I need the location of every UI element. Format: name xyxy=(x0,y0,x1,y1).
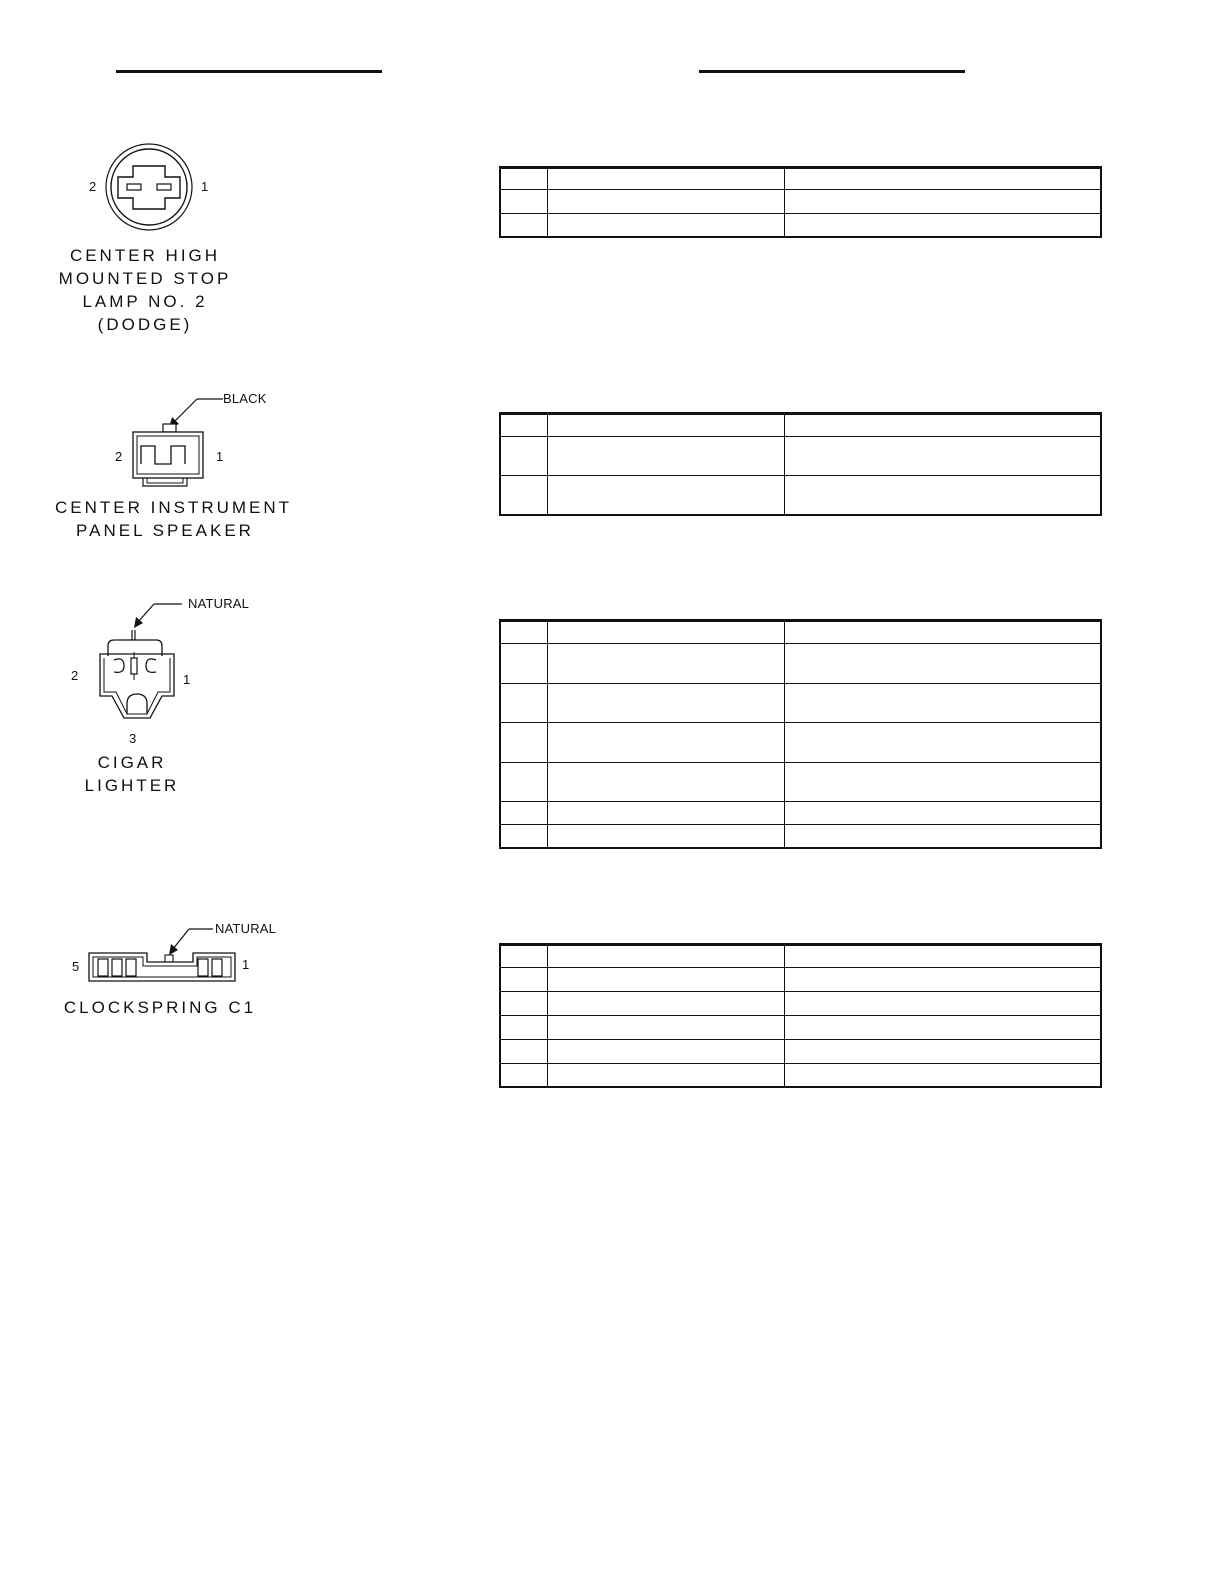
function-cell xyxy=(785,684,1102,723)
table-row xyxy=(500,1064,1101,1087)
clockspring-c1-pin-1-label: 1 xyxy=(242,957,250,972)
table-row xyxy=(500,1040,1101,1064)
function-cell xyxy=(785,802,1102,825)
table-row xyxy=(500,214,1101,237)
table-row xyxy=(500,723,1101,763)
cavity-cell xyxy=(500,414,548,437)
circuit-cell xyxy=(548,476,785,515)
cavity-cell xyxy=(500,168,548,190)
function-cell xyxy=(785,992,1102,1016)
cavity-cell xyxy=(500,1040,548,1064)
circuit-cell xyxy=(548,168,785,190)
cigar-lighter-pinout-table xyxy=(499,619,1102,849)
chmsl-connector-name: CENTER HIGH MOUNTED STOP LAMP NO. 2 (DODGE) xyxy=(58,246,232,334)
table-row xyxy=(500,1016,1101,1040)
cavity-cell xyxy=(500,437,548,476)
function-cell xyxy=(785,968,1102,992)
cavity-cell xyxy=(500,723,548,763)
cavity-cell xyxy=(500,968,548,992)
table-row xyxy=(500,476,1101,515)
circuit-cell xyxy=(548,1016,785,1040)
cavity-cell xyxy=(500,1064,548,1087)
cigar-lighter-connector-diagram xyxy=(90,594,240,734)
table-row xyxy=(500,992,1101,1016)
clockspring-c1-color-callout: NATURAL xyxy=(215,921,277,936)
cavity-cell xyxy=(500,190,548,214)
table-row xyxy=(500,968,1101,992)
function-cell xyxy=(785,723,1102,763)
speaker-pin-2-label: 2 xyxy=(115,449,123,464)
circuit-cell xyxy=(548,825,785,848)
function-cell xyxy=(785,476,1102,515)
function-cell xyxy=(785,214,1102,237)
function-cell xyxy=(785,1040,1102,1064)
clockspring-c1-pinout-table xyxy=(499,943,1102,1088)
chmsl-connector-diagram xyxy=(100,140,200,236)
function-cell xyxy=(785,763,1102,802)
circuit-cell xyxy=(548,992,785,1016)
cigar-lighter-pin-1-label: 1 xyxy=(183,672,191,687)
circuit-cell xyxy=(548,802,785,825)
cavity-cell xyxy=(500,945,548,968)
circuit-cell xyxy=(548,763,785,802)
chmsl-pin-1-label: 1 xyxy=(201,179,209,194)
clockspring-c1-pin-5-label: 5 xyxy=(72,959,80,974)
table-row xyxy=(500,621,1101,644)
table-row xyxy=(500,644,1101,684)
speaker-connector-name: CENTER INSTRUMENT PANEL SPEAKER xyxy=(55,498,293,540)
circuit-cell xyxy=(548,684,785,723)
function-cell xyxy=(785,644,1102,684)
table-row xyxy=(500,825,1101,848)
circuit-cell xyxy=(548,723,785,763)
table-row xyxy=(500,802,1101,825)
function-cell xyxy=(785,825,1102,848)
circuit-cell xyxy=(548,414,785,437)
table-row xyxy=(500,168,1101,190)
circuit-cell xyxy=(548,945,785,968)
cigar-lighter-pin-2-label: 2 xyxy=(71,668,79,683)
chmsl-pinout-table xyxy=(499,166,1102,238)
circuit-cell xyxy=(548,968,785,992)
table-row xyxy=(500,437,1101,476)
table-row xyxy=(500,414,1101,437)
cigar-lighter-connector-name: CIGAR LIGHTER xyxy=(84,753,180,795)
cavity-cell xyxy=(500,214,548,237)
table-row xyxy=(500,763,1101,802)
cigar-lighter-pin-3-label: 3 xyxy=(129,731,137,746)
speaker-pin-1-label: 1 xyxy=(216,449,224,464)
cavity-cell xyxy=(500,684,548,723)
function-cell xyxy=(785,414,1102,437)
header-rule-right xyxy=(699,70,965,73)
circuit-cell xyxy=(548,437,785,476)
function-cell xyxy=(785,190,1102,214)
circuit-cell xyxy=(548,621,785,644)
table-row xyxy=(500,190,1101,214)
cavity-cell xyxy=(500,476,548,515)
function-cell xyxy=(785,1016,1102,1040)
circuit-cell xyxy=(548,644,785,684)
speaker-pinout-table xyxy=(499,412,1102,516)
function-cell xyxy=(785,1064,1102,1087)
cigar-lighter-color-callout: NATURAL xyxy=(188,596,250,611)
circuit-cell xyxy=(548,1064,785,1087)
function-cell xyxy=(785,945,1102,968)
cavity-cell xyxy=(500,763,548,802)
function-cell xyxy=(785,437,1102,476)
chmsl-pin-2-label: 2 xyxy=(89,179,97,194)
cavity-cell xyxy=(500,644,548,684)
circuit-cell xyxy=(548,190,785,214)
function-cell xyxy=(785,621,1102,644)
table-row xyxy=(500,945,1101,968)
circuit-cell xyxy=(548,1040,785,1064)
circuit-cell xyxy=(548,214,785,237)
cavity-cell xyxy=(500,621,548,644)
cavity-cell xyxy=(500,992,548,1016)
function-cell xyxy=(785,168,1102,190)
cavity-cell xyxy=(500,802,548,825)
cavity-cell xyxy=(500,1016,548,1040)
clockspring-c1-connector-name: CLOCKSPRING C1 xyxy=(63,998,257,1017)
header-rule-left xyxy=(116,70,382,73)
cavity-cell xyxy=(500,825,548,848)
speaker-color-callout: BLACK xyxy=(223,391,267,406)
table-row xyxy=(500,684,1101,723)
